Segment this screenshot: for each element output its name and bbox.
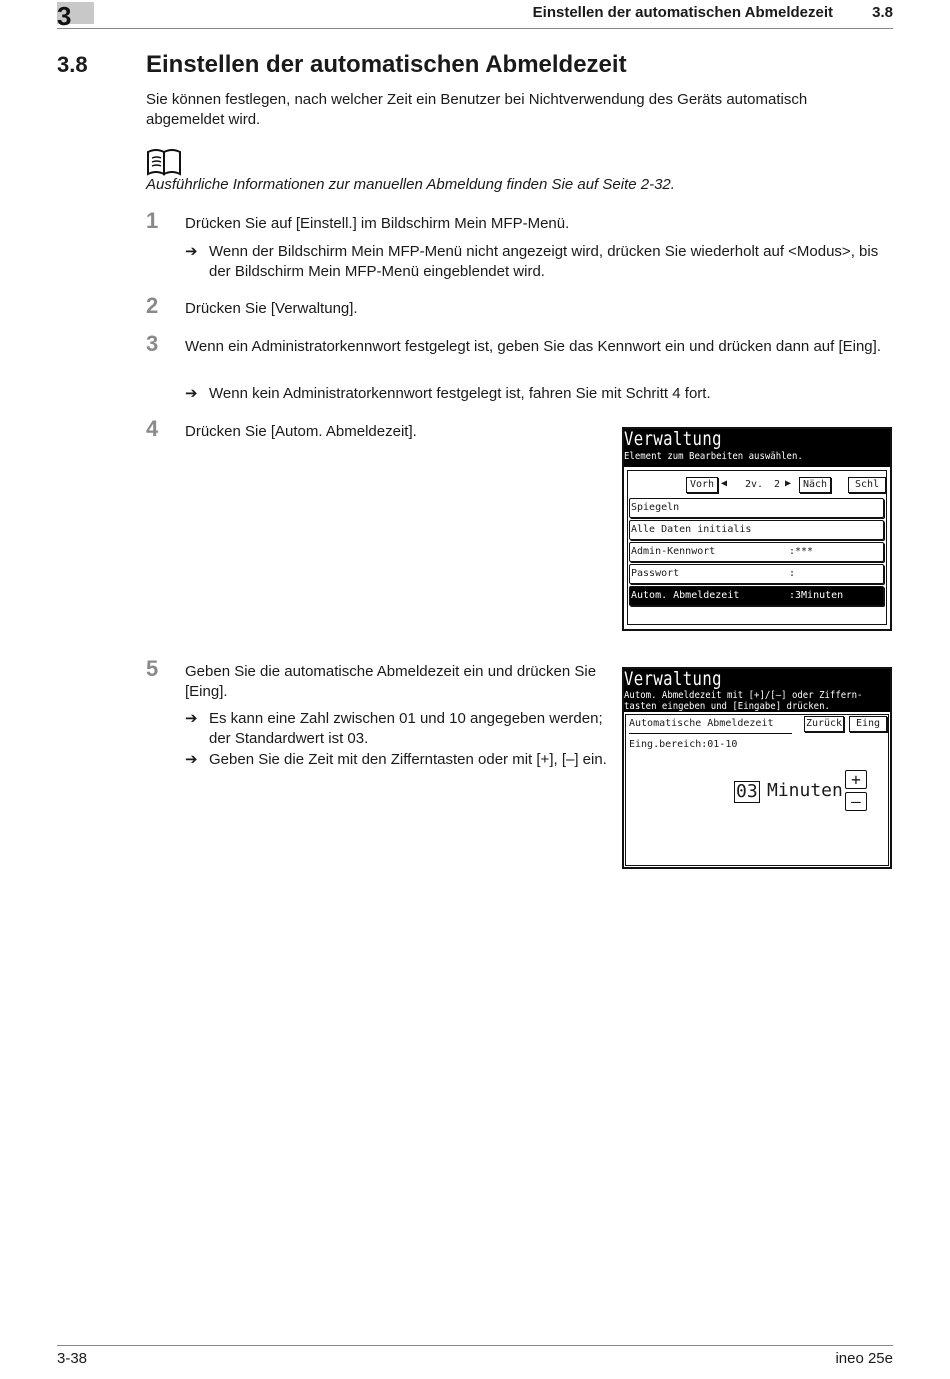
step-subnote: Wenn der Bildschirm Mein MFP-Menü nicht angezeigt wird, drücken Sie wiederholt auf <Modus>, bis der Bildschirm Mein MFP-Menü eingeblendet wird. [209,243,879,280]
prev-arrow-icon: ◀ [721,478,728,489]
screen-title: Verwaltung [624,668,722,690]
device-screen-verwaltung-list [622,427,892,631]
arrow-icon: ➔ [185,751,198,768]
step-subnote: Es kann eine Zahl zwischen 01 und 10 angegeben werden; der Standardwert ist 03. [209,710,603,747]
screen-title: Verwaltung [624,428,722,450]
minus-button[interactable]: – [845,792,867,811]
screen-subtitle: tasten eingeben und [Eingabe] drücken. [624,701,830,712]
note-text: Ausführliche Informationen zur manuellen Abmeldung finden Sie auf Seite 2-32. [146,176,675,193]
list-item[interactable] [629,520,884,540]
list-item-label: Autom. Abmeldezeit [631,590,740,601]
list-item-selected[interactable] [629,586,884,606]
product-name: ineo 25e [835,1350,893,1367]
header-divider [57,28,893,29]
step-text: Drücken Sie [Verwaltung]. [185,300,358,317]
screen-subtitle: Element zum Bearbeiten auswählen. [624,451,803,462]
device-screen-abmeldezeit [622,667,892,869]
list-item-label: Alle Daten initialis [631,524,752,535]
page-number: 3-38 [57,1350,88,1367]
step-text: Geben Sie die automatische Abmeldezeit ein und drücken Sie [Eing]. [185,663,597,700]
list-item-label: Admin-Kennwort [631,546,716,557]
next-button[interactable]: Näch [799,477,831,493]
next-arrow-icon: ▶ [785,478,792,489]
step-text: Drücken Sie auf [Einstell.] im Bildschirm Mein MFP-Menü. [185,215,570,232]
list-item-value: :3Minuten [789,590,844,601]
step-number: 3 [146,331,159,356]
chapter-number: 3 [57,1,72,31]
intro-paragraph: Sie können festlegen, nach welcher Zeit ein Benutzer bei Nichtverwendung des Geräts automatisch abgemeldet wird. [146,91,808,128]
running-header-section: 3.8 [872,4,893,21]
list-item[interactable] [629,542,884,562]
arrow-icon: ➔ [185,243,198,260]
range-hint: Eing.bereich:01-10 [629,739,738,750]
screen-header [624,429,890,467]
prev-button[interactable]: Vorh [686,477,718,493]
back-button[interactable]: Zurück [804,716,844,732]
page-number: 2 [774,479,781,490]
enter-button[interactable]: Eing [849,716,887,732]
footer-divider [57,1345,893,1346]
arrow-icon: ➔ [185,385,198,402]
plus-button[interactable]: + [845,770,867,789]
list-item[interactable] [629,498,884,518]
step-text: Drücken Sie [Autom. Abmeldezeit]. [185,423,417,440]
step-number: 4 [146,416,159,441]
close-button[interactable]: Schl [848,477,886,493]
screen-header [624,669,890,712]
section-title: Einstellen der automatischen Abmeldezeit [146,51,627,78]
step-subnote: Wenn kein Administratorkennwort festgelegt ist, fahren Sie mit Schritt 4 fort. [209,385,711,402]
unit-label: Minuten [767,780,843,801]
screen-subtitle: Autom. Abmeldezeit mit [+]/[–] oder Ziffern- [624,690,863,701]
list-item[interactable] [629,564,884,584]
step-number: 1 [146,208,159,233]
field-label: Automatische Abmeldezeit [629,718,792,734]
list-item-label: Spiegeln [631,502,680,513]
arrow-icon: ➔ [185,710,198,727]
minutes-input[interactable]: 03 [736,781,758,802]
step-number: 2 [146,293,159,318]
section-number: 3.8 [57,52,88,77]
list-item-value: :*** [789,546,814,557]
page-indicator: 2v. [745,479,764,490]
list-item-label: Passwort [631,568,680,579]
step-text: Wenn ein Administratorkennwort festgelegt ist, geben Sie das Kennwort ein und drücken dann auf [Eing]. [185,338,881,355]
running-header-title: Einstellen der automatischen Abmeldezeit [532,4,833,21]
list-item-value: : [789,568,796,579]
step-number: 5 [146,656,159,681]
step-subnote: Geben Sie die Zeit mit den Zifferntasten oder mit [+], [–] ein. [209,751,607,768]
